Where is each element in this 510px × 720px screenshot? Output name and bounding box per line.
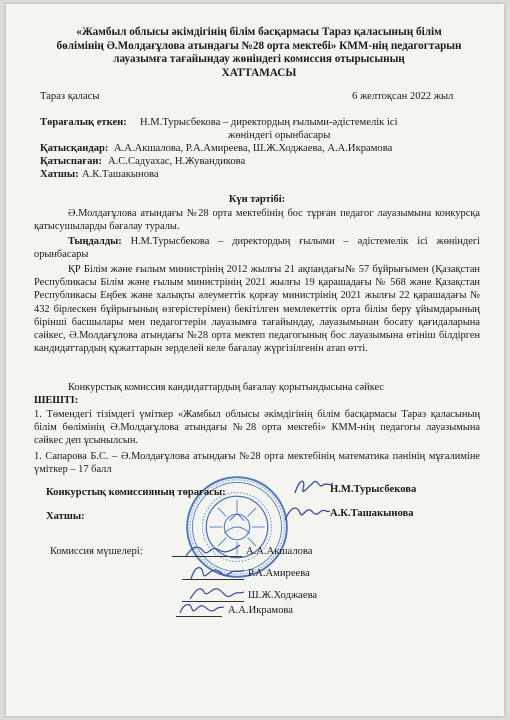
secretary-label: Хатшы: [40, 169, 79, 180]
document-title [54, 26, 464, 80]
city: Тараз қаласы [40, 91, 100, 102]
member-signature-4-icon [178, 598, 226, 620]
listened-paragraph [34, 235, 480, 261]
chair-signature-icon [292, 474, 336, 500]
commission-text: Конкурстық комиссия кандидаттардың бағалау қорытындысына сәйкес [68, 382, 385, 393]
title-line-3: лауазымға тағайындау жөніндегі комиссия отырысының [113, 53, 405, 66]
chair-label: Төрағалық еткен: [40, 117, 127, 128]
title-line-4: ХАТТАМАСЫ [221, 66, 297, 79]
body-text: ҚР Білім және ғылым министрінің 2012 жылғы 21 ақпандағы№ 57 бұйрығымен (Қазақстан Республикасы Білім және ғылым министрінің 2021 жылғы 19 қарашадағы № 568 және Қазақстан Республикасы Еңбек және халықты әлеуметтік қорғау министрінің 2021 жылғы 22 қарашадағы № 432 бірлескен бұйрығының өзгерістерімен) бекітілген мемлекеттік орта білім беру ұйымдарының бірінші басшылары мен педагогтерін лауазымға тағайындау, лауазымынан босату қағидаларына сәйкес, Ә.Молдағұлова атындағы №28 орта мектеп педагогының бос лауазымына өтініш білдірген кандидаттардың құжаттарын зерделей келе бағалау жүргізілгенін атап өтті. [34, 264, 480, 355]
title-line-2: бөлімінің Ә.Молдағұлова атындағы №28 орта мектебі» КММ-нің педагогтарын [56, 39, 462, 52]
agenda-text: Ә.Молдағұлова атындағы №28 орта мектебінің бос тұрған педагог лауазымына конкурсқа қатысушыларды бағалау туралы. [34, 208, 480, 233]
present-label: Қатысқандар: [40, 143, 109, 154]
decision-item-2: 1. Сапарова Б.С. – Ә.Молдағұлова атындағы №28 орта мектебінің математика пәнінің мұғалиміне үміткер – 17 балл [34, 451, 480, 476]
member-name-2: Р.А.Амиреева [248, 568, 310, 579]
title-line-1: «Жамбыл облысы әкімдігінің білім басқармасы Тараз қаласының білім [76, 26, 442, 38]
decision-item-1: 1. Төмендегі тізімдегі үміткер «Жамбыл облысы әкімдігінің білім басқармасы Тараз қаласының білім бөлімінің Ә.Молдағұлова атындағы №28 орта мектебі» КММ-нің педагогы лауазымына сәйкес деп ұсынылсын. [34, 409, 480, 447]
secretary-role: Хатшы: [46, 511, 85, 522]
present-value: А.А.Акшалова, Р.А.Амиреева, Ш.Ж.Ходжаева, А.А.Икрамова [114, 143, 393, 154]
agenda-heading: Күн тәртібі: [228, 194, 286, 205]
listened-label: Тыңдалды: [68, 236, 122, 247]
chair-name: Н.М.Турысбекова [330, 484, 417, 495]
document-page [6, 4, 504, 716]
member-name-1: А.А.Акшалова [246, 546, 313, 557]
absent-value: А.С.Садуахас, Н.Жувандикова [108, 156, 246, 167]
members-label: Комиссия мүшелері: [50, 546, 143, 557]
listened-text: Н.М.Турысбекова – директордың ғылыми – әдістемелік ісі жөніндегі орынбасары [34, 236, 480, 261]
chair-value-cont: жөніндегі орынбасары [228, 130, 331, 141]
chair-role: Конкурстық комиссияның төрағасы: [46, 487, 226, 498]
member-name-4: А.А.Икрамова [228, 605, 293, 616]
secretary-name: А.К.Ташакынова [330, 508, 414, 519]
secretary-value: А.К.Ташакынова [82, 169, 159, 180]
member-name-3: Ш.Ж.Ходжаева [248, 590, 318, 601]
date: 6 желтоқсан 2022 жыл [352, 91, 454, 102]
absent-label: Қатыспаған: [40, 156, 103, 167]
decision-label: ШЕШТІ: [34, 395, 79, 406]
member-signature-1-icon [184, 540, 242, 562]
secretary-signature-icon [282, 500, 332, 526]
chair-value: Н.М.Турысбекова – директордың ғылыми-әдістемелік ісі [140, 117, 398, 128]
